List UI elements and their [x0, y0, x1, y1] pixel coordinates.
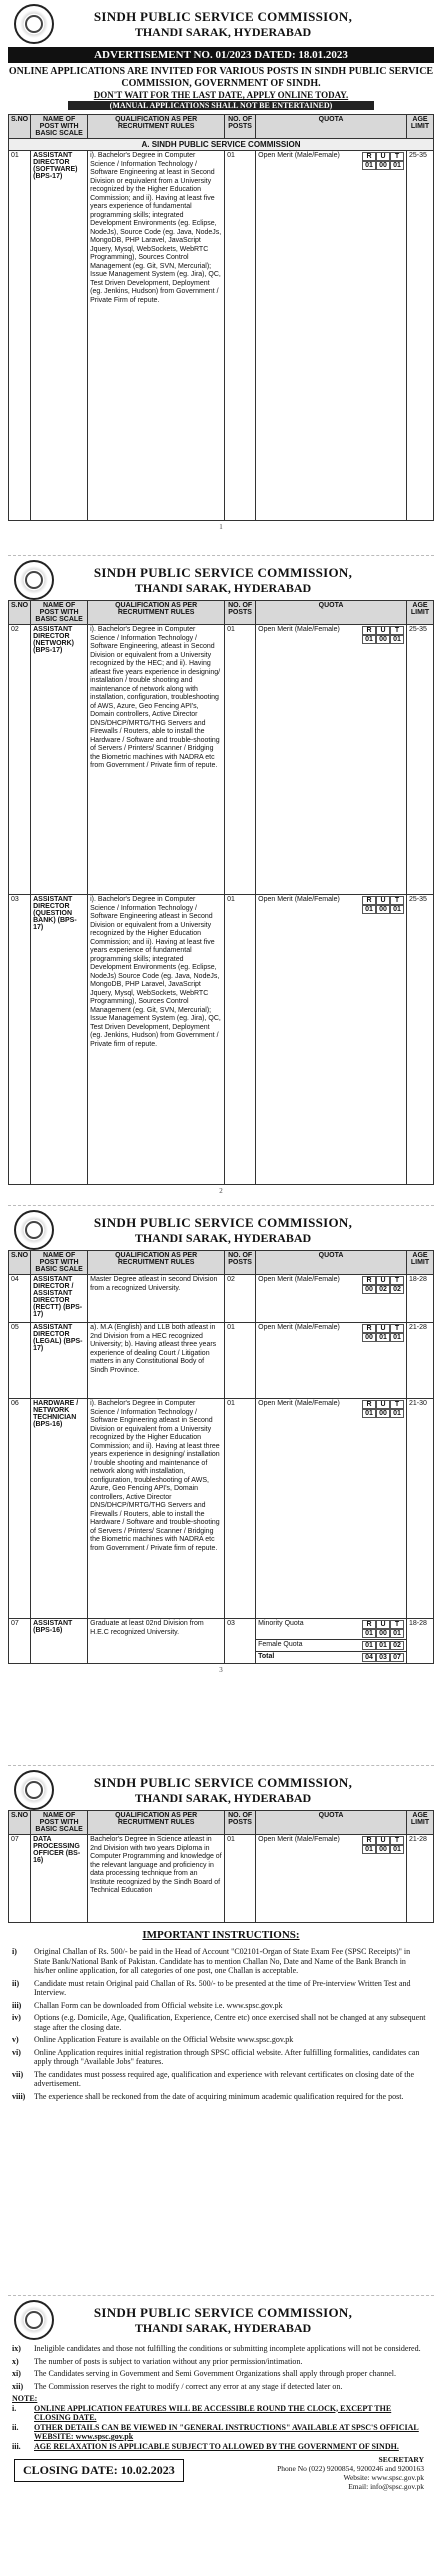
th-positions: NO. OF POSTS — [225, 601, 256, 625]
post-quota: Female Quota — [258, 1641, 303, 1648]
quota-t: 01 — [390, 905, 404, 914]
table-row — [9, 151, 434, 521]
secretary-phone: Phone No (022) 9200854, 9200246 and 9200163 — [277, 2464, 424, 2473]
closing-date: CLOSING DATE: 10.02.2023 — [14, 2459, 184, 2482]
post-name: ASSISTANT DIRECTOR (LEGAL) (BPS-17) — [31, 1323, 88, 1399]
quota-u: 00 — [376, 1409, 390, 1418]
manual-notice: (MANUAL APPLICATIONS SHALL NOT BE ENTERTAINED) — [68, 101, 374, 110]
org-name: SINDH PUBLIC SERVICE COMMISSION, — [93, 2304, 353, 2320]
header — [8, 560, 434, 600]
posts-table-2 — [8, 600, 434, 1185]
quota-r: 01 — [362, 635, 376, 644]
post-qual: a). M.A (English) and LLB both atleast in 2nd Division from a HEC recognized University; b). Having atleast three years experience of dealing Court / Litigation matters in any Constitutional Body of Sindh Province. — [88, 1323, 225, 1399]
secretary-block — [277, 2455, 424, 2491]
list-item: x) The number of posts is subject to variation without any prior permission/intimation. — [12, 2356, 303, 2366]
rut-r-label: R — [362, 1620, 376, 1629]
page-4 — [8, 1766, 434, 2296]
org-city: THANDI SARAK, HYDERABAD — [134, 1230, 312, 1245]
post-sno: 01 — [9, 151, 31, 521]
post-quota: Minority Quota — [258, 1620, 304, 1627]
rut-u-label: U — [376, 1324, 390, 1333]
spsc-logo-icon — [14, 1770, 54, 1810]
quota-t: 02 — [390, 1285, 404, 1294]
th-age: AGE LIMIT — [407, 115, 434, 139]
table-row — [9, 1619, 434, 1640]
rut-u-label: U — [376, 626, 390, 635]
th-sno: S.NO — [9, 1251, 31, 1275]
note-label: NOTE: — [12, 2394, 38, 2403]
quota-u: 02 — [376, 1285, 390, 1294]
list-item: vi) Online Application requires initial registration through SPSC official website. After fulfilling formalities, candidates can apply through "Available Jobs" features. — [12, 2047, 420, 2066]
th-sno: S.NO — [9, 601, 31, 625]
post-name: DATA PROCESSING OFFICER (BS-16) — [31, 1835, 88, 1923]
posts-table-1 — [8, 114, 434, 521]
header — [8, 1770, 434, 1810]
post-age: 21-28 — [407, 1835, 434, 1923]
post-positions: 01 — [225, 895, 256, 1185]
org-city: THANDI SARAK, HYDERABAD — [134, 24, 312, 39]
rut-t-label: T — [390, 152, 404, 161]
quota-r: 04 — [362, 1653, 376, 1662]
spsc-logo-icon — [14, 560, 54, 600]
instructions-list — [8, 1947, 434, 2101]
th-name: NAME OF POST WITH BASIC SCALE — [31, 1811, 88, 1835]
posts-table-3 — [8, 1250, 434, 1664]
rut-r-label: R — [362, 1836, 376, 1845]
section-a-title: A. SINDH PUBLIC SERVICE COMMISSION — [9, 139, 434, 151]
list-item: ii) Candidate must retain Original paid Challan of Rs. 500/- to be presented at the time of Pre-interview Written Test and Interview. — [12, 1978, 411, 1997]
rut-t-label: T — [390, 1276, 404, 1285]
quota-t: 01 — [390, 1409, 404, 1418]
th-positions: NO. OF POSTS — [225, 1811, 256, 1835]
post-quota: Total — [258, 1653, 275, 1660]
th-name: NAME OF POST WITH BASIC SCALE — [31, 1251, 88, 1275]
post-name: ASSISTANT DIRECTOR (SOFTWARE) (BPS-17) — [31, 151, 88, 521]
quota-u: 00 — [376, 905, 390, 914]
rut-r-label: R — [362, 896, 376, 905]
post-name: ASSISTANT DIRECTOR / ASSISTANT DIRECTOR (RECTT) (BPS-17) — [31, 1275, 88, 1323]
advertisement-banner: ADVERTISEMENT NO. 01/2023 DATED: 18.01.2023 — [8, 47, 434, 63]
th-qual: QUALIFICATION AS PER RECRUITMENT RULES — [88, 601, 225, 625]
org-city: THANDI SARAK, HYDERABAD — [134, 2320, 312, 2335]
quota-r: 01 — [362, 1629, 376, 1638]
rut-t-label: T — [390, 1620, 404, 1629]
spsc-logo-icon — [14, 4, 54, 44]
rut-t-label: T — [390, 1324, 404, 1333]
spsc-logo-icon — [14, 2300, 54, 2340]
post-age: 18-28 — [407, 1619, 434, 1664]
page-number: 2 — [219, 1187, 223, 1195]
post-sno: 05 — [9, 1323, 31, 1399]
th-qual: QUALIFICATION AS PER RECRUITMENT RULES — [88, 1811, 225, 1835]
post-name: ASSISTANT DIRECTOR (NETWORK) (BPS-17) — [31, 625, 88, 895]
post-age: 18-28 — [407, 1275, 434, 1323]
quota-r: 00 — [362, 1285, 376, 1294]
quota-t: 07 — [390, 1653, 404, 1662]
rut-u-label: U — [376, 1276, 390, 1285]
rut-r-label: R — [362, 1324, 376, 1333]
post-qual: i). Bachelor's Degree in Computer Science / Information Technology / Software Engineering atleast in Second Division or equivalent from a University recognized by the Higher Education Commission; and ii). Having at least three years experience in designing/ installation / trouble shooting and maintenance of network along with installation, configuration, troubleshooting of AWS, Azure, Geo Fencing API's, Domain controllers, Active Director DNS/DHCP/MRTG/THG Servers and Firewalls / Routers, able to install the Hardware / Software and trouble-shooting of Servers / Printers/ Scanner / Bridging the Biometric machines with NADRA etc from Government / Private firm of repute. — [88, 1399, 225, 1619]
page-number: 1 — [219, 523, 223, 531]
list-item: xi) The Candidates serving in Government and Semi Government Organizations shall apply through proper channel. — [12, 2369, 396, 2378]
list-item: viii) The experience shall be reckoned from the date of acquiring minimum academic qualification required for the post. — [12, 2091, 404, 2101]
post-positions: 01 — [225, 1399, 256, 1619]
post-sno: 07 — [9, 1835, 31, 1923]
secretary-website: Website: www.spsc.gov.pk — [343, 2473, 424, 2482]
rut-u-label: U — [376, 896, 390, 905]
list-item: iii) Challan Form can be downloaded from Official website i.e. www.spsc.gov.pk — [12, 2000, 283, 2010]
rut-r-label: R — [362, 1276, 376, 1285]
header — [8, 4, 434, 44]
rut-t-label: T — [390, 1836, 404, 1845]
list-item: i) Original Challan of Rs. 500/- be paid in the Head of Account "C02101-Organ of State Exam Fee (SPSC Receipts)" in State Bank/National Bank of Pakistan. Candidate has to mention Challan No, Date and Name of the Bank Branch in his/her online application, for all categories of one post, one Challan is acceptable. — [12, 1947, 411, 1975]
quota-u: 00 — [376, 635, 390, 644]
header — [8, 2300, 434, 2340]
post-quota: Open Merit (Male/Female) — [258, 626, 340, 633]
post-name: HARDWARE / NETWORK TECHNICIAN (BPS-16) — [31, 1399, 88, 1619]
quota-t: 01 — [390, 161, 404, 170]
rut-r-label: R — [362, 1400, 376, 1409]
page-number: 3 — [219, 1666, 223, 1674]
th-sno: S.NO — [9, 115, 31, 139]
quota-r: 01 — [362, 1641, 376, 1650]
post-sno: 07 — [9, 1619, 31, 1664]
page-1 — [8, 0, 434, 556]
post-age: 25-35 — [407, 625, 434, 895]
rut-r-label: R — [362, 152, 376, 161]
th-quota: QUOTA — [256, 1251, 407, 1275]
page-3 — [8, 1206, 434, 1766]
table-row — [9, 625, 434, 895]
quota-u: 01 — [376, 1641, 390, 1650]
quota-u: 00 — [376, 1629, 390, 1638]
th-name: NAME OF POST WITH BASIC SCALE — [31, 115, 88, 139]
org-name: SINDH PUBLIC SERVICE COMMISSION, — [93, 1214, 353, 1230]
th-name: NAME OF POST WITH BASIC SCALE — [31, 601, 88, 625]
post-quota: Open Merit (Male/Female) — [258, 152, 340, 159]
post-sno: 02 — [9, 625, 31, 895]
quota-r: 01 — [362, 1409, 376, 1418]
list-item: vii) The candidates must possess required age, qualification and experience with relevant certificates on closing date of the advertisement. — [12, 2069, 415, 2088]
th-quota: QUOTA — [256, 1811, 407, 1835]
quota-r: 01 — [362, 161, 376, 170]
list-item: iv) Options (e.g. Domicile, Age, Qualification, Experience, Centre etc) once exercised shall not be changed at any subsequent stage after the closing date. — [12, 2013, 426, 2032]
quota-t: 01 — [390, 1845, 404, 1854]
post-age: 21-28 — [407, 1323, 434, 1399]
page-5 — [8, 2296, 434, 2526]
post-positions: 01 — [225, 625, 256, 895]
list-item: iii. AGE RELAXATION IS APPLICABLE SUBJECT TO ALLOWED BY THE GOVERNMENT OF SINDH. — [12, 2441, 399, 2451]
dont-wait-notice: DON'T WAIT FOR THE LAST DATE, APPLY ONLINE TODAY. — [93, 90, 349, 100]
post-qual: i). Bachelor's Degree in Computer Science / Information Technology / Software Engineering, atleast in Second Division or equivalent from a University recognized by the HEC; and ii). Having atleast five years experience in designing/ installation / trouble shooting and maintenance of network along with installation, configuration, troubleshooting of AWS, Azure, Geo Fencing API's, Domain controllers, Active Director DNS/DHCP/MRTG/THG Servers and Firewalls / Routers, able to install the Hardware / Software and trouble-shooting of Servers / Printers/ Scanner / Bridging the Biometric machines with NADRA etc from Government / Private firm of repute. — [88, 625, 225, 895]
page-2 — [8, 556, 434, 1206]
post-qual: Master Degree atleast in second Division from a recognized University. — [88, 1275, 225, 1323]
th-sno: S.NO — [9, 1811, 31, 1835]
th-quota: QUOTA — [256, 601, 407, 625]
post-quota: Open Merit (Male/Female) — [258, 1400, 340, 1407]
rut-u-label: U — [376, 1400, 390, 1409]
quota-u: 00 — [376, 1845, 390, 1854]
quota-t: 02 — [390, 1641, 404, 1650]
post-quota: Open Merit (Male/Female) — [258, 1276, 340, 1283]
quota-r: 01 — [362, 1845, 376, 1854]
rut-u-label: U — [376, 152, 390, 161]
th-age: AGE LIMIT — [407, 601, 434, 625]
list-item: v) Online Application Feature is available on the Official Website www.spsc.gov.pk — [12, 2035, 294, 2044]
quota-t: 01 — [390, 1333, 404, 1342]
rut-t-label: T — [390, 626, 404, 635]
rut-t-label: T — [390, 896, 404, 905]
post-qual: i). Bachelor's Degree in Computer Science / Information Technology / Software Engineering at least in Second Division or equivalent from a University recognized by the Higher Education Commission; and ii). Having at least five years experience of fundamental programming skills; integrated Development Environments (eg. Eclipse, NodeJs), Source Code (eg. Java, NodeJs, MongoDB, PHP Laravel, JavaScript Jquery, Mysql, WebSockets, WebRTC Programming), Sources Control Management (eg. Git, SVN, Mercurial); Issue Management System (eg. Jira), QC, Test Driven Development, Deployment (eg. Jenkins, Hudson) from Government / Private Firm of repute. — [88, 151, 225, 521]
post-name: ASSISTANT (BPS-16) — [31, 1619, 88, 1664]
post-quota: Open Merit (Male/Female) — [258, 1324, 340, 1331]
online-notice: ONLINE APPLICATIONS ARE INVITED FOR VARIOUS POSTS IN SINDH PUBLIC SERVICE COMMISSION, GOVERNMENT OF SINDH. — [8, 66, 434, 89]
spsc-logo-icon — [14, 1210, 54, 1250]
th-age: AGE LIMIT — [407, 1811, 434, 1835]
post-positions: 03 — [225, 1619, 256, 1664]
post-positions: 01 — [225, 151, 256, 521]
table-row — [9, 1323, 434, 1399]
post-qual: i). Bachelor's Degree in Computer Science / Information Technology / Software Engineering atleast in Second Division or equivalent from a University recognized by the Higher Education Commission; and ii). Having at least five years experience of fundamental programming skills; integrated Development Environments (eg. Eclipse, NodeJs) Source Code (eg. Java, NodeJs, MongoDB, PHP Laravel, JavaScript Jquery, Mysql, WebSockets, WebRTC Programming), Sources Control Management (eg. Git, SVN, Mercurial); Issue Management System (eg. Jira), QC, Test Driven Development, Deployment (eg. Jenkins, Hudson) from Government / Private firm of repute. — [88, 895, 225, 1185]
quota-r: 01 — [362, 905, 376, 914]
org-name: SINDH PUBLIC SERVICE COMMISSION, — [93, 8, 353, 24]
post-positions: 01 — [225, 1835, 256, 1923]
list-item: i. ONLINE APPLICATION FEATURES WILL BE ACCESSIBLE ROUND THE CLOCK, EXCEPT THE CLOSING DATE. — [12, 2403, 392, 2422]
post-sno: 06 — [9, 1399, 31, 1619]
list-item: ii. OTHER DETAILS CAN BE VIEWED IN "GENERAL INSTRUCTIONS" AVAILABLE AT SPSC'S OFFICIAL WEBSITE: www.spsc.gov.pk — [12, 2422, 419, 2441]
list-item: ix) Ineligible candidates and those not fulfilling the conditions or submitting incomplete applications will not be considered. — [12, 2344, 421, 2353]
header — [8, 1210, 434, 1250]
th-quota: QUOTA — [256, 115, 407, 139]
post-positions: 02 — [225, 1275, 256, 1323]
post-sno: 04 — [9, 1275, 31, 1323]
secretary-title: SECRETARY — [378, 2455, 424, 2464]
notes-list — [8, 2404, 434, 2452]
th-qual: QUALIFICATION AS PER RECRUITMENT RULES — [88, 115, 225, 139]
list-item: xii) The Commission reserves the right to modify / correct any error at any stage if detected later on. — [12, 2381, 343, 2391]
quota-u: 01 — [376, 1333, 390, 1342]
post-age: 21-30 — [407, 1399, 434, 1619]
posts-table-4 — [8, 1810, 434, 1923]
org-name: SINDH PUBLIC SERVICE COMMISSION, — [93, 564, 353, 580]
instructions-title: IMPORTANT INSTRUCTIONS: — [142, 1929, 300, 1941]
rut-u-label: U — [376, 1836, 390, 1845]
quota-r: 00 — [362, 1333, 376, 1342]
post-quota: Open Merit (Male/Female) — [258, 1836, 340, 1843]
table-row — [9, 895, 434, 1185]
table-row — [9, 1835, 434, 1923]
th-positions: NO. OF POSTS — [225, 115, 256, 139]
quota-u: 03 — [376, 1653, 390, 1662]
post-name: ASSISTANT DIRECTOR (QUESTION BANK) (BPS-17) — [31, 895, 88, 1185]
rut-r-label: R — [362, 626, 376, 635]
post-positions: 01 — [225, 1323, 256, 1399]
quota-t: 01 — [390, 635, 404, 644]
rut-u-label: U — [376, 1620, 390, 1629]
org-city: THANDI SARAK, HYDERABAD — [134, 580, 312, 595]
org-city: THANDI SARAK, HYDERABAD — [134, 1790, 312, 1805]
rut-t-label: T — [390, 1400, 404, 1409]
post-quota: Open Merit (Male/Female) — [258, 896, 340, 903]
post-qual: Graduate at least 02nd Division from H.E.C recognized University. — [88, 1619, 225, 1664]
quota-t: 01 — [390, 1629, 404, 1638]
th-qual: QUALIFICATION AS PER RECRUITMENT RULES — [88, 1251, 225, 1275]
th-positions: NO. OF POSTS — [225, 1251, 256, 1275]
quota-u: 00 — [376, 161, 390, 170]
secretary-email: Email: info@spsc.gov.pk — [348, 2482, 424, 2491]
instructions-list-cont — [8, 2344, 434, 2391]
th-age: AGE LIMIT — [407, 1251, 434, 1275]
post-age: 25-35 — [407, 895, 434, 1185]
post-qual: Bachelor's Degree in Science atleast in 2nd Division with two years Diploma in Computer Programming and knowledge of the relevant language and proficiency in data processing technique from an Institute recognized by the Sindh Board of Technical Education — [88, 1835, 225, 1923]
table-row — [9, 1275, 434, 1323]
post-sno: 03 — [9, 895, 31, 1185]
org-name: SINDH PUBLIC SERVICE COMMISSION, — [93, 1774, 353, 1790]
post-age: 25-35 — [407, 151, 434, 521]
table-row — [9, 1399, 434, 1619]
